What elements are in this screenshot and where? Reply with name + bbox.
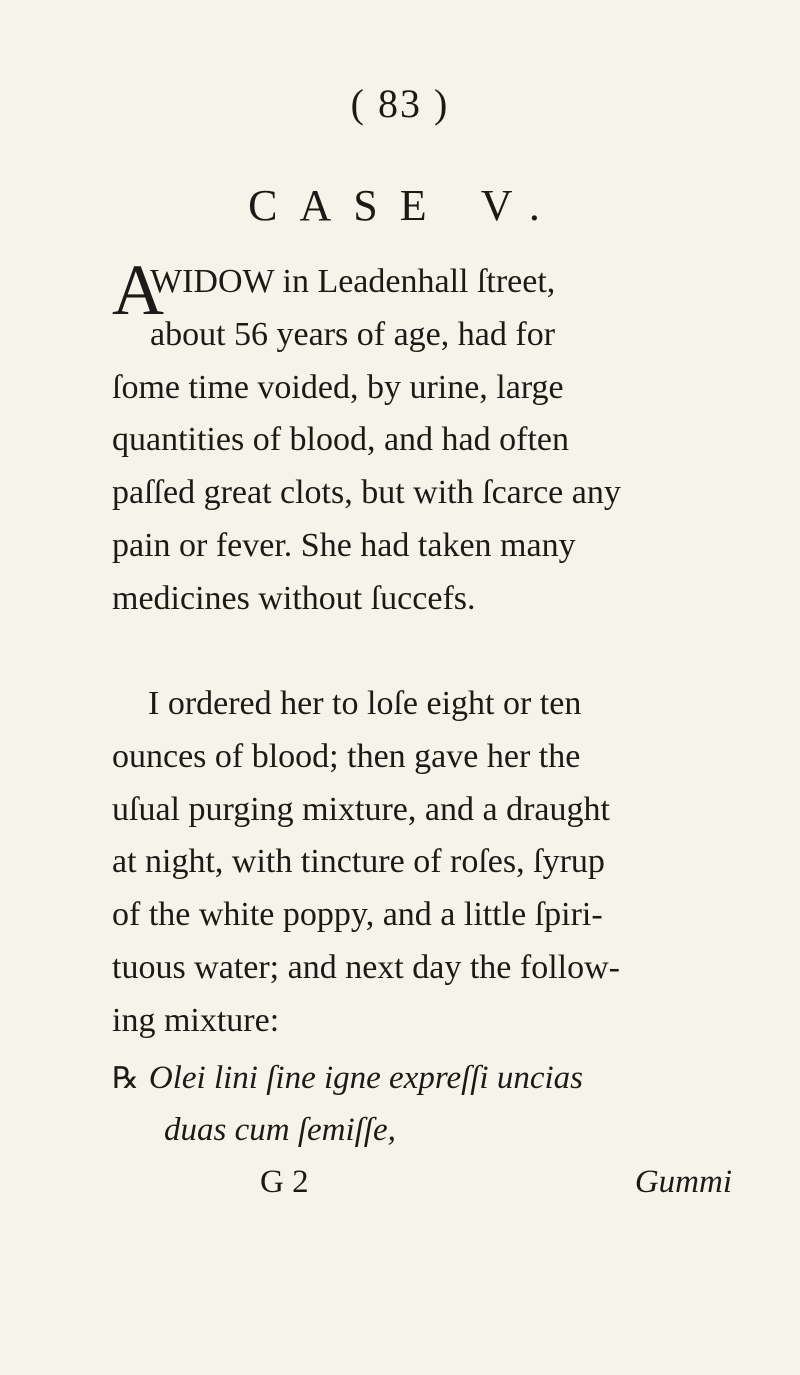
signature-mark: G 2: [260, 1164, 309, 1200]
paragraph-line: [112, 309, 712, 362]
paragraph-line: I ordered her to loſe eight or ten: [148, 685, 582, 722]
rx-symbol: ℞: [112, 1062, 139, 1095]
page-number: ( 83 ): [350, 81, 450, 126]
paragraph-line: tuous water; and next day the follow-: [112, 948, 620, 986]
recipe-text: Olei lini ſine igne expreſſi uncias: [148, 1060, 583, 1096]
paragraph-line: at night, with tincture of roſes, ſyrup: [112, 843, 605, 881]
paragraph-line: [112, 250, 712, 330]
line-text: about 56 years of age, had for: [150, 315, 556, 353]
recipe-line: [112, 1052, 732, 1104]
paragraph-line: of the white poppy, and a little ſpiri-: [112, 896, 603, 934]
paragraph-line: uſual purging mixture, and a draught: [112, 790, 610, 828]
paragraph-treatment: [112, 678, 712, 1048]
drop-cap: A: [112, 250, 164, 330]
page-footer: [112, 1156, 732, 1208]
paragraph-case-description: [112, 250, 712, 626]
case-heading: CASE V.: [248, 181, 562, 230]
paragraph-line: ounces of blood; then gave her the: [112, 737, 581, 775]
paragraph-line: paſſed great clots, but with ſcarce any: [112, 474, 621, 512]
paragraph-line: pain or fever. She had taken many: [112, 526, 576, 564]
recipe-block: [112, 1052, 732, 1208]
paragraph-line: ing mixture:: [112, 1001, 280, 1039]
recipe-line: duas cum ſemiſſe,: [164, 1112, 396, 1148]
paragraph-line: ſome time voided, by urine, large: [112, 368, 564, 406]
line-text: WIDOW in Leadenhall ſtreet,: [150, 263, 556, 300]
catchword: Gummi: [634, 1164, 732, 1200]
paragraph-line: medicines without ſuccefs.: [112, 579, 476, 617]
paragraph-line: quantities of blood, and had often: [112, 421, 570, 459]
